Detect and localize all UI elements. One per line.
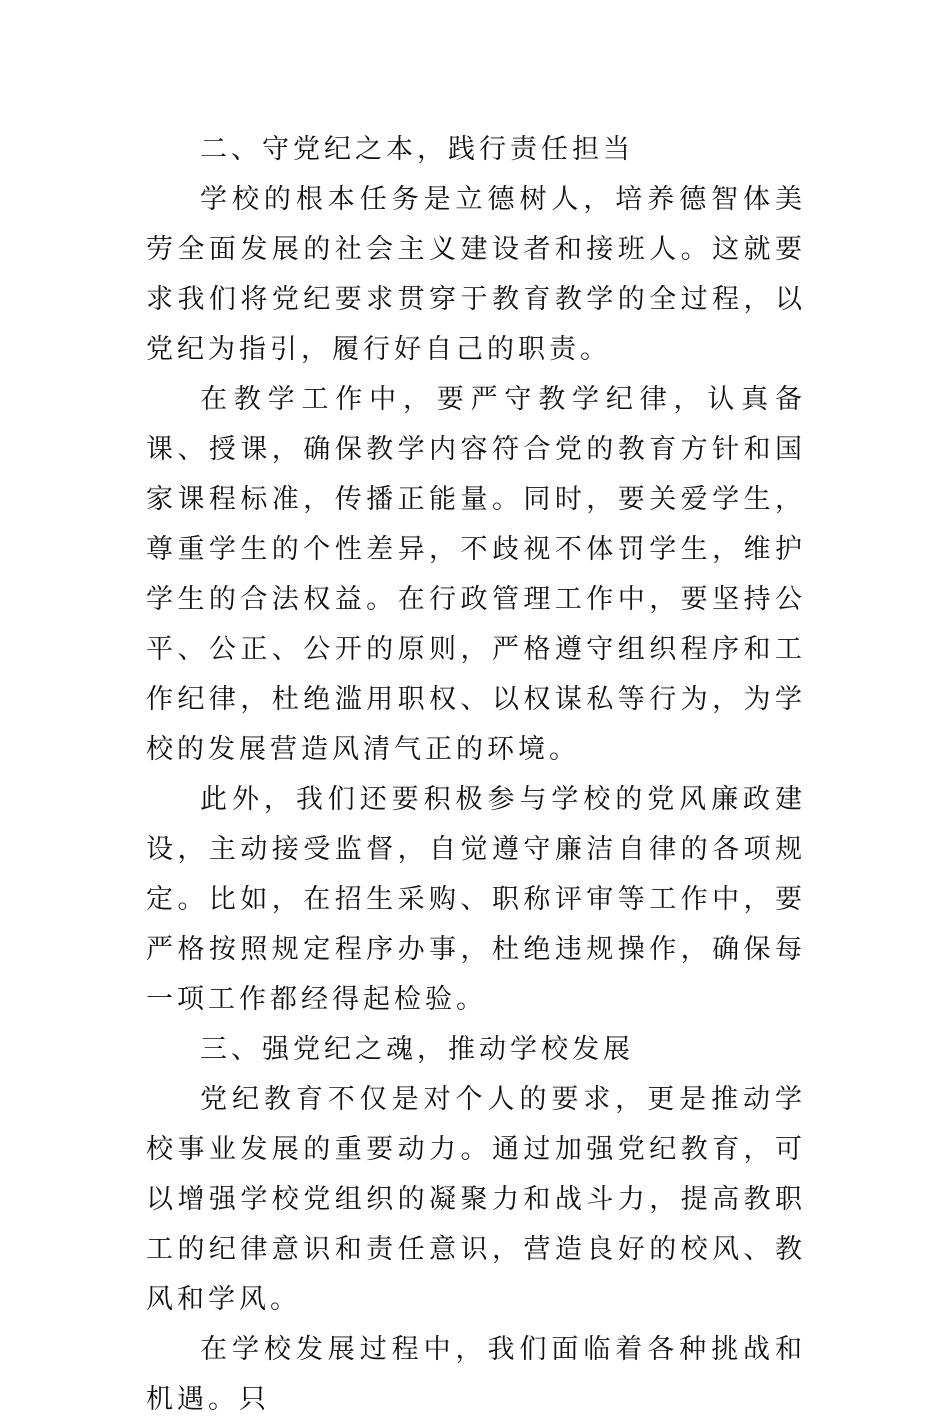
section-heading-3: 三、强党纪之魂，推动学校发展 — [200, 1034, 634, 1065]
body-paragraph: 在学校发展过程中，我们面临着各种挑战和机遇。只 — [146, 1334, 806, 1415]
section-heading-2: 二、守党纪之本，践行责任担当 — [200, 134, 634, 165]
body-paragraph: 党纪教育不仅是对个人的要求，更是推动学校事业发展的重要动力。通过加强党纪教育，可以增强学校党组织的凝聚力和战斗力，提高教职工的纪律意识和责任意识，营造良好的校风、教风和学风。 — [146, 1084, 806, 1315]
document-body — [146, 125, 806, 1425]
body-paragraph: 学校的根本任务是立德树人，培养德智体美劳全面发展的社会主义建设者和接班人。这就要求我们将党纪要求贯穿于教育教学的全过程，以党纪为指引，履行好自己的职责。 — [146, 184, 806, 365]
body-paragraph: 此外，我们还要积极参与学校的党风廉政建设，主动接受监督，自觉遵守廉洁自律的各项规定。比如，在招生采购、职称评审等工作中，要严格按照规定程序办事，杜绝违规操作，确保每一项工作都经得起检验。 — [146, 784, 806, 1015]
body-paragraph: 在教学工作中，要严守教学纪律，认真备课、授课，确保教学内容符合党的教育方针和国家课程标准，传播正能量。同时，要关爱学生，尊重学生的个性差异，不歧视不体罚学生，维护学生的合法权益。在行政管理工作中，要坚持公平、公正、公开的原则，严格遵守组织程序和工作纪律，杜绝滥用职权、以权谋私等行为，为学校的发展营造风清气正的环境。 — [146, 384, 806, 765]
